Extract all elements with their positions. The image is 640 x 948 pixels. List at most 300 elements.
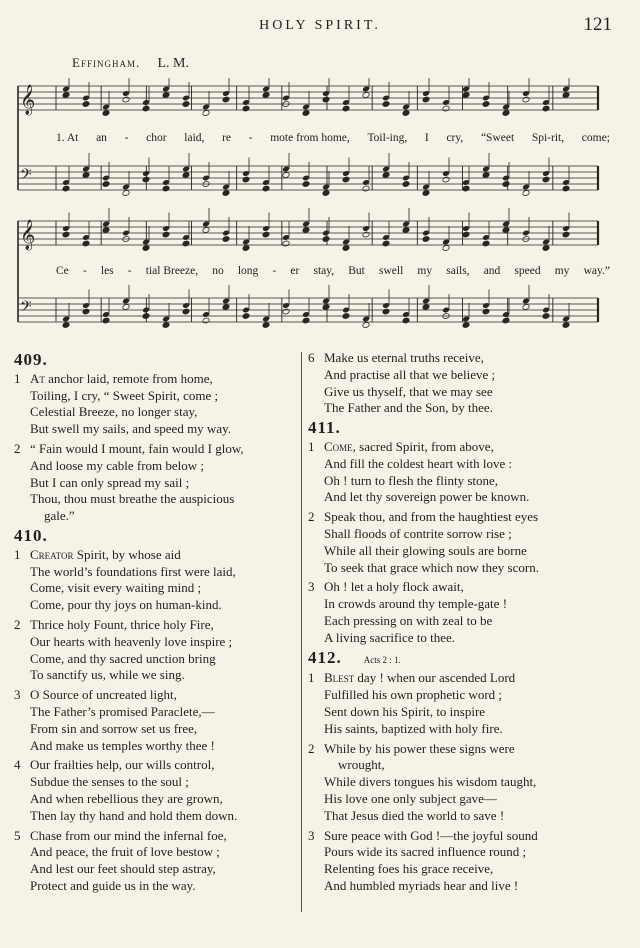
note-head [142,245,150,252]
verse-line [30,441,298,458]
note-head [222,236,230,243]
verse-line [324,630,598,647]
verse-line-text: Come, visit every waiting mind ; [30,580,202,596]
verse-line [324,774,598,791]
note-head [162,322,170,329]
lyric-syllable: long [237,265,259,277]
note-head [462,322,470,329]
verse-line [30,791,298,808]
verse-line [30,878,298,895]
verse-line-text: That Jesus died the world to save ! [324,807,505,823]
note-head [462,92,470,99]
note-head [542,105,550,112]
verse [12,441,298,525]
verse-line-text: From sin and sorrow set us free, [30,720,198,736]
verse-line [30,721,298,738]
verse-number: 3 [308,579,315,595]
verse-line-text: Spirit, by whose aid [76,546,181,562]
hymn-number-text: 412. [308,647,342,667]
note-head [102,181,110,188]
note-head [482,101,490,108]
verse-line-text: Oh ! let a holy flock await, [324,579,464,595]
note-head [82,308,90,315]
tune-meter: L. M. [157,56,189,71]
verse-line-text: And make us temples worthy thee ! [30,737,215,753]
note-head [142,176,150,183]
note-head [202,110,210,117]
verse [12,828,298,895]
note-head [502,110,510,117]
note-head [282,240,290,247]
note-head [562,322,570,329]
hymn-number [308,420,598,437]
verse [12,371,298,438]
verse [306,509,598,576]
verse-line [324,473,598,490]
first-word: Blest [324,670,355,686]
lyric-syllable: Toil-ing, [367,132,408,144]
first-word: Come, [324,438,356,454]
verse-line-text: Our frailties help, our wills control, [30,757,215,773]
verse-number: 3 [14,687,21,703]
hymn-number [14,525,298,545]
verse-line-text: wrought, [338,757,385,773]
verse-line-text: Fulfilled his own prophetic word ; [324,687,503,703]
verse-line-text: Each pressing on with zeal to be [324,612,493,628]
verse-line [324,489,598,506]
first-word: At [30,370,45,386]
lyric-syllable: my [554,265,570,277]
verse [12,617,298,684]
verse-line [324,400,598,417]
verse-line [30,458,298,475]
note-head [502,227,510,234]
verse [306,439,598,506]
lyric-syllable: er [290,265,300,277]
verse-line [30,404,298,421]
verse-line-text: His saints, baptized with holy fire. [324,720,503,736]
note-head [482,308,490,315]
verse-line-text: Come, and thy sacred unction bring [30,650,216,666]
verse-line-text: Speak thou, and from the haughtiest eyes [324,509,539,525]
note-head [322,236,330,243]
note-head [282,172,290,179]
note-head [122,190,130,197]
note-head [542,313,550,320]
note-head [562,185,570,192]
verse-line [324,704,598,721]
verse-line [324,367,598,384]
note-head [402,110,410,117]
verse-line-text: A living sacrifice to thee. [324,629,456,645]
verse-line-text: Pours wide its sacred influence round ; [324,844,527,860]
lyric-syllable: tial Breeze, [145,265,199,277]
verse-line [324,596,598,613]
note-head [482,240,490,247]
verse-line-text: But swell my sails, and speed my way. [30,421,231,437]
verse-line [30,508,298,525]
verse-line-text: And loose my cable from below ; [30,457,205,473]
verse [306,579,598,646]
note-head [382,172,390,179]
note-head [262,185,270,192]
verse-line-text: To sanctify us, while we sing. [30,667,185,683]
note-head [222,190,230,197]
note-head [162,185,170,192]
lyric-syllable: - [272,265,277,277]
verse-line [324,613,598,630]
note-head [282,308,290,315]
verse [12,757,298,824]
verse-number: 2 [14,440,21,456]
lyric-syllable: les [100,265,114,277]
tune-name: Effingham. [72,55,141,70]
lyric-syllable: - [127,265,132,277]
verse-line-text: While divers tongues his wisdom taught, [324,774,537,790]
note-head [82,101,90,108]
lyric-syllable: an [96,132,107,144]
verse-line-text: Then lay thy hand and hold them down. [30,807,238,823]
lyric-syllable: stay, [313,265,335,277]
verse-line-text: “ Fain would I mount, fain would I glow, [30,440,244,456]
scripture-reference: Acts 2 : 1. [363,654,401,665]
note-head [342,105,350,112]
verse-line-text: Protect and guide us in the way. [30,877,196,893]
note-head [402,317,410,324]
verse-line [30,491,298,508]
verse-line [324,741,598,758]
verse-line [30,687,298,704]
note-head [502,181,510,188]
verse-line-text: The Father’s promised Paraclete,— [30,703,215,719]
verse-number: 1 [14,370,21,386]
note-head [162,92,170,99]
verse-line [324,861,598,878]
note-head [262,92,270,99]
note-head [142,313,150,320]
page-number: 121 [583,14,612,35]
lyric-syllable: way.” [583,265,610,277]
lyric-syllable: “Sweet [480,132,515,144]
verse-line-text: To seek that grace which now they scorn. [324,559,539,575]
verse-number: 3 [308,827,315,843]
lyric-syllable: - [248,132,253,144]
verse-line-text: Come, pour thy joys on human-kind. [30,597,222,613]
lyric-line-1 [56,132,610,144]
note-head [82,172,90,179]
note-head [442,245,450,252]
verse-line-text: Shall floods of contrite sorrow rise ; [324,525,512,541]
column-divider [301,352,302,912]
verse-line [30,371,298,388]
verse-line [324,526,598,543]
note-head [382,308,390,315]
note-head [242,313,250,320]
verse-line [30,757,298,774]
verse-line [324,560,598,577]
note-head [62,231,70,238]
verse [306,741,598,825]
lyric-syllable: and [483,265,501,277]
verse-line-text: gale.” [44,508,75,524]
verse-line-text: Give us thyself, that we may see [324,383,493,399]
note-head [402,181,410,188]
verse-line-text: While by his power these signs were [324,740,515,756]
note-head [322,190,330,197]
hymn-number-text: 410. [14,525,48,545]
verse-line [324,670,598,687]
hymn-number [14,352,298,369]
verse-number: 1 [308,670,315,686]
note-head [262,231,270,238]
note-head [442,105,450,112]
verse-line-text: And when rebellious they are grown, [30,790,223,806]
verse-line-text: Subdue the senses to the soul ; [30,774,189,790]
verse [306,670,598,737]
note-head [562,92,570,99]
note-head [462,185,470,192]
note-head [402,227,410,234]
lyric-syllable: Ce [56,265,69,277]
note-head [542,176,550,183]
verse-line [324,579,598,596]
verse-line-text: Celestial Breeze, no longer stay, [30,404,198,420]
lyric-syllable: my [417,265,433,277]
note-head [122,304,130,311]
lyric-syllable: - [124,132,129,144]
hymn-number-text: 409. [14,350,48,369]
note-head [222,304,230,311]
note-head [462,231,470,238]
verse-line-text: O Source of uncreated light, [30,687,177,703]
verse-line [30,634,298,651]
tune-heading [72,55,189,72]
verse-line [30,651,298,668]
lyric-syllable: re [222,132,232,144]
verse-number: 2 [308,740,315,756]
verse-line [30,564,298,581]
lyric-syllable: cry, [446,132,464,144]
verse-line [30,808,298,825]
verse-line-text: While all their glowing souls are borne [324,542,527,558]
verse-line [30,547,298,564]
verse-line [30,617,298,634]
verse-number: 6 [308,350,315,365]
lyric-syllable: swell [379,265,404,277]
note-head [382,101,390,108]
verse-line-text: Make us eternal truths receive, [324,350,484,365]
verse-line [30,774,298,791]
verse-line-text: And humbled myriads hear and live ! [324,877,519,893]
verse-line-text: And practise all that we believe ; [324,366,496,382]
music-score [0,78,640,343]
note-head [182,101,190,108]
note-head [162,231,170,238]
lyric-syllable: no [212,265,224,277]
verse-line [30,861,298,878]
verse-line-text: And let thy sovereign power be known. [324,489,530,505]
verse-number: 2 [308,509,315,525]
verse-line [324,721,598,738]
note-head [322,304,330,311]
note-head [242,105,250,112]
verse-line [30,388,298,405]
note-head [542,245,550,252]
verse-line [30,597,298,614]
verse-line [30,580,298,597]
note-head [422,190,430,197]
verse-line-text: sacred Spirit, from above, [359,438,494,454]
note-head [62,185,70,192]
note-head [342,245,350,252]
verse-line-text: Relenting foes his grace receive, [324,861,494,877]
verse-line [324,844,598,861]
verse-line [30,844,298,861]
lyric-syllable: speed [514,265,541,277]
bass-clef-icon: 𝄢 [20,166,32,187]
verse-line [324,878,598,895]
note-head [302,110,310,117]
lyric-syllable: 1. At [56,132,79,144]
verse-line [324,828,598,845]
verse-line [30,667,298,684]
verse-line [30,475,298,492]
verse-line-text: The Father and the Son, by thee. [324,400,493,416]
verse-line-text: Oh ! turn to flesh the flinty stone, [324,472,499,488]
note-head [522,304,530,311]
note-head [182,172,190,179]
verse-line [30,738,298,755]
verse-line [324,456,598,473]
note-head [102,110,110,117]
verse-line [324,808,598,825]
verse-line [30,704,298,721]
lyric-syllable: But [348,265,365,277]
verse-line [324,509,598,526]
note-head [522,190,530,197]
note-head [482,172,490,179]
note-head [242,176,250,183]
note-head [302,227,310,234]
lyric-line-2 [56,265,610,277]
note-head [222,96,230,103]
note-head [342,176,350,183]
lyric-syllable: mote from home, [270,132,350,144]
verse-line [324,439,598,456]
treble-clef-icon: 𝄞 [20,220,36,250]
verse-line-text: Toiling, I cry, “ Sweet Spirit, come ; [30,387,219,403]
verse-line-text: Our hearts with heavenly love inspire ; [30,633,233,649]
hymn-number [308,647,598,669]
verse-line-text: But I can only spread my sail ; [30,474,190,490]
note-head [562,231,570,238]
verse-line-text: Chase from our mind the infernal foe, [30,827,227,843]
note-head [342,313,350,320]
note-head [362,92,370,99]
note-head [122,96,130,103]
note-head [302,317,310,324]
note-head [362,185,370,192]
note-head [102,317,110,324]
verse-line [30,421,298,438]
lyric-syllable: I [424,132,429,144]
music-notation [0,78,640,343]
note-head [362,231,370,238]
note-head [322,96,330,103]
note-head [422,236,430,243]
note-head [262,322,270,329]
note-head [182,240,190,247]
note-head [382,240,390,247]
hymn-column-right [306,350,598,898]
lyric-syllable: laid, [184,132,205,144]
verse-line-text: Sent down his Spirit, to inspire [324,703,486,719]
hymn-column-left [12,350,298,898]
note-head [202,317,210,324]
treble-clef-icon: 𝄞 [20,85,36,115]
verse-line [324,543,598,560]
bass-clef-icon: 𝄢 [20,298,32,319]
lyric-syllable: chor [146,132,167,144]
verse-line-text: The world’s foundations first were laid, [30,563,236,579]
note-head [442,176,450,183]
verse-line [324,350,598,367]
hymn-number-text: 411. [308,418,341,438]
note-head [302,181,310,188]
verse-number: 1 [308,438,315,454]
note-head [82,240,90,247]
verse-line-text: And peace, the fruit of love bestow ; [30,844,220,860]
note-head [242,245,250,252]
verse-line-text: day ! when our ascended Lord [357,670,516,686]
lyric-syllable: Spi-rit, [531,132,565,144]
running-title: HOLY SPIRIT. [259,18,381,33]
verse-line-text: His love one only subject gave— [324,790,497,806]
verse-number: 2 [14,616,21,632]
verse-line-text: And lest our feet should step astray, [30,861,216,877]
note-head [422,96,430,103]
verse-line-text: Sure peace with God !—the joyful sound [324,827,538,843]
verse [12,547,298,614]
note-head [502,317,510,324]
note-head [182,308,190,315]
note-head [62,322,70,329]
verse-line [324,757,598,774]
verse [306,828,598,895]
note-head [422,304,430,311]
note-head [202,227,210,234]
verse [306,350,598,417]
lyric-syllable: sails, [446,265,470,277]
verse-line-text: Thou, thou must breathe the auspicious [30,491,235,507]
verse-line-text: anchor laid, remote from home, [48,370,213,386]
verse-number: 5 [14,827,21,843]
first-word: Creator [30,546,74,562]
note-head [362,322,370,329]
verse-line [324,791,598,808]
note-head [522,96,530,103]
verse-number: 1 [14,546,21,562]
note-head [142,105,150,112]
verse-number: 4 [14,757,21,773]
verse-line [30,828,298,845]
lyric-syllable: - [82,265,87,277]
verse-line [324,687,598,704]
verse-line [324,384,598,401]
verse-line-text: And fill the coldest heart with love : [324,455,513,471]
verse-line-text: In crowds around thy temple-gate ! [324,596,508,612]
verse-line-text: Thrice holy Fount, thrice holy Fire, [30,616,214,632]
